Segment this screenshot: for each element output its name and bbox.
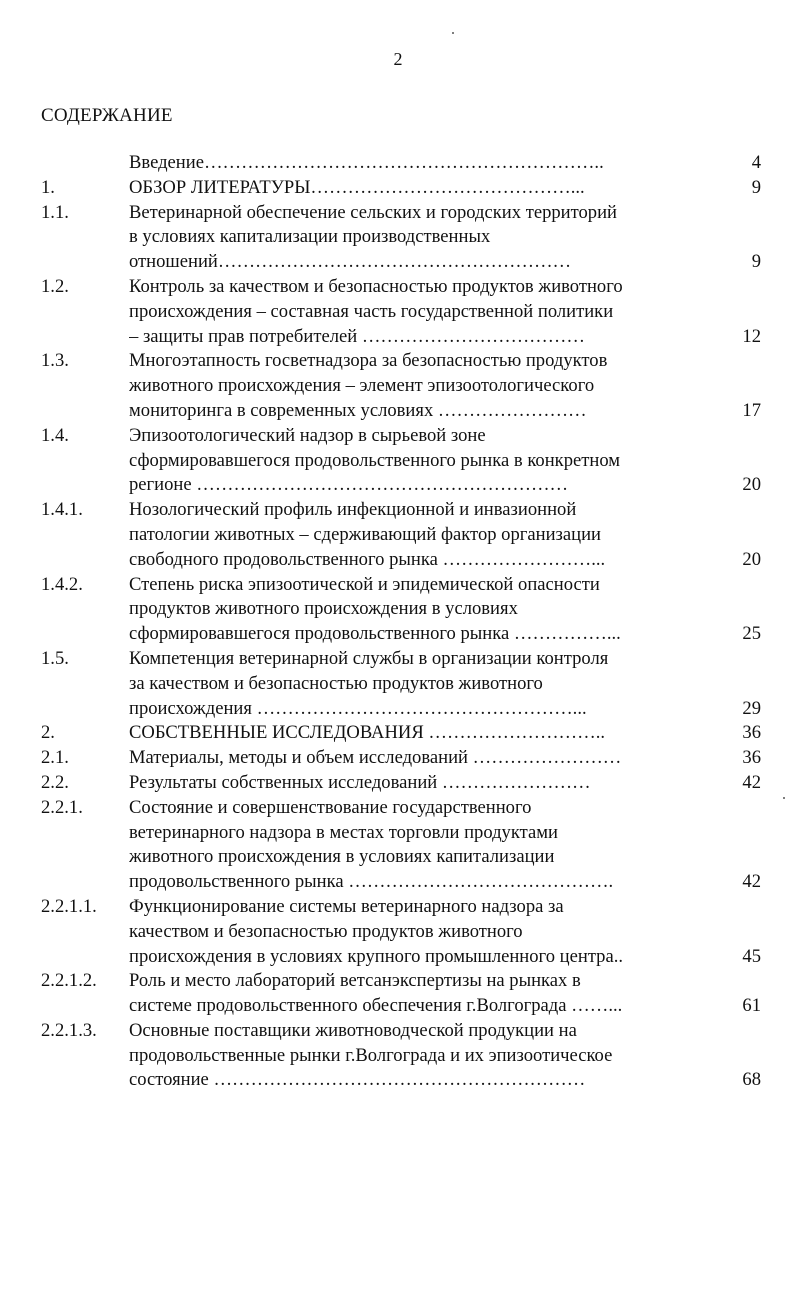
toc-entry-title-line: происхождения в условиях крупного промышленного центра.. (129, 945, 624, 967)
toc-entry-page: 61 (742, 995, 761, 1017)
toc-entry-title-line: Функционирование системы ветеринарного надзора за (129, 895, 564, 917)
toc-entry (41, 771, 771, 796)
toc-entry-title-line: Контроль за качеством и безопасностью продуктов животного (129, 275, 623, 297)
toc-entry-number: 2.2. (41, 771, 69, 793)
toc-entry-page: 36 (742, 722, 761, 744)
toc-entry-page: 20 (742, 474, 761, 496)
toc-entry-page: 68 (742, 1069, 761, 1091)
toc-entry-title (129, 647, 711, 721)
page-number: 2 (393, 49, 403, 69)
toc-entry-number: 2.2.1.3. (41, 1019, 97, 1041)
toc-entry-title (129, 1019, 711, 1093)
toc-entry (41, 498, 771, 572)
toc-entry (41, 176, 771, 201)
toc-entry-title-line: качеством и безопасностью продуктов животного (129, 920, 523, 942)
toc-entry-title (129, 498, 711, 572)
toc-entry-page: 36 (742, 747, 761, 769)
toc-entry-page: 9 (751, 251, 761, 273)
toc-entry-title-line: Эпизоотологический надзор в сырьевой зоне (129, 424, 486, 446)
toc-entry-title (129, 746, 711, 771)
toc-entry-title (129, 424, 711, 498)
toc-entry-title-line: состояние …………………………………………………… (129, 1069, 586, 1091)
toc-entry-title-line: регионе …………………………………………………… (129, 474, 569, 496)
toc-entry-page: 29 (742, 697, 761, 719)
toc-entry-title-line: сформировавшегося продовольственного рынка ……………... (129, 623, 621, 645)
scan-speck (452, 32, 454, 34)
toc-entry-title-line: продуктов животного происхождения в условиях (129, 598, 518, 620)
toc-entry-title (129, 721, 711, 746)
toc-entry-number: 1.3. (41, 350, 69, 372)
toc-entry-title-line: ветеринарного надзора в местах торговли продуктами (129, 821, 558, 843)
toc-entry (41, 201, 771, 275)
toc-entry-title-line: происхождения ……………………………………………... (129, 697, 587, 719)
toc-entry-title-line: патологии животных – сдерживающий фактор организации (129, 523, 602, 545)
toc-entry-title-line: животного происхождения – элемент эпизоотологического (129, 375, 595, 397)
toc-entry-title-line: Материалы, методы и объем исследований …………………… (129, 747, 622, 769)
toc-entry-title-line: в условиях капитализации производственных (129, 226, 491, 248)
toc-entry (41, 1019, 771, 1093)
toc-entry-title-line: мониторинга в современных условиях …………………… (129, 399, 587, 421)
toc-entry-title-line: Компетенция ветеринарной службы в организации контроля (129, 647, 609, 669)
toc-entry-title-line: Результаты собственных исследований …………………… (129, 771, 591, 793)
toc-entry-title-line: Состояние и совершенствование государственного (129, 796, 532, 818)
toc-entry-page: 17 (742, 399, 761, 421)
toc-entry-title-line: Введение……………………………………………………….. (129, 152, 604, 173)
toc-entry-title (129, 176, 711, 201)
toc-entry-page: 42 (742, 771, 761, 793)
toc-entry-title-line: отношений………………………………………………… (129, 251, 572, 273)
toc-entry-title-line: Многоэтапность госветнадзора за безопасностью продуктов (129, 350, 608, 372)
toc-entry (41, 647, 771, 721)
toc-entry (41, 721, 771, 746)
toc-entry-number: 1.4.2. (41, 573, 83, 595)
toc-entry-title-line: продовольственные рынки г.Волгограда и их эпизоотическое (129, 1044, 613, 1066)
toc-entry (41, 796, 771, 895)
toc-entry-title (129, 275, 711, 349)
toc-entry-number: 2.2.1. (41, 796, 83, 818)
toc-entry-title-line: системе продовольственного обеспечения г.Волгограда ……... (129, 995, 623, 1017)
toc-entry-number: 2.1. (41, 747, 69, 769)
toc-entry-title-line: Ветеринарной обеспечение сельских и городских территорий (129, 201, 617, 223)
toc-entry-title-line: за качеством и безопасностью продуктов животного (129, 672, 543, 694)
toc-entry-number: 1.1. (41, 201, 69, 223)
page-title: СОДЕРЖАНИЕ (41, 105, 173, 126)
toc-entry-title-line: Нозологический профиль инфекционной и инвазионной (129, 499, 577, 521)
toc-entry (41, 746, 771, 771)
toc-entry-title-line: свободного продовольственного рынка ……………………... (129, 548, 606, 570)
toc-entry-page: 12 (742, 325, 761, 347)
toc-entry-title (129, 573, 711, 647)
toc-entry (41, 151, 771, 176)
toc-entry-number: 1.4.1. (41, 499, 83, 521)
toc-entry-title-line: сформировавшегося продовольственного рынка в конкретном (129, 449, 621, 471)
toc-entry-page: 42 (742, 871, 761, 893)
scan-speck (783, 797, 785, 799)
toc-entry (41, 969, 771, 1019)
toc-entry-title-line: Роль и место лабораторий ветсанэкспертизы на рынках в (129, 970, 581, 992)
table-of-contents (41, 151, 771, 1093)
toc-entry-page: 45 (742, 945, 761, 967)
toc-entry-title (129, 151, 711, 176)
toc-entry-number: 2.2.1.1. (41, 895, 97, 917)
toc-entry-title-line: СОБСТВЕННЫЕ ИССЛЕДОВАНИЯ ……………………….. (129, 722, 606, 744)
toc-entry-title (129, 349, 711, 423)
toc-entry-number: 1.4. (41, 424, 69, 446)
toc-entry-title-line: ОБЗОР ЛИТЕРАТУРЫ……………………………………... (129, 176, 585, 198)
toc-entry-number: 2. (41, 722, 55, 744)
toc-entry-page: 25 (742, 623, 761, 645)
toc-entry-page: 20 (742, 548, 761, 570)
toc-entry-title (129, 201, 711, 275)
toc-entry-title-line: животного происхождения в условиях капитализации (129, 846, 555, 868)
toc-entry-number: 1. (41, 176, 55, 198)
toc-entry (41, 895, 771, 969)
toc-entry-title-line: Основные поставщики животноводческой продукции на (129, 1019, 577, 1041)
toc-entry-title-line: продовольственного рынка ……………………………………. (129, 871, 614, 893)
toc-entry-title (129, 771, 711, 796)
toc-entry (41, 424, 771, 498)
toc-entry-title-line: происхождения – составная часть государственной политики (129, 300, 614, 322)
toc-entry-title (129, 796, 711, 895)
toc-entry-number: 1.2. (41, 275, 69, 297)
toc-entry-number: 1.5. (41, 647, 69, 669)
toc-entry-title (129, 895, 711, 969)
toc-entry (41, 275, 771, 349)
toc-entry-title-line: – защиты прав потребителей ……………………………… (129, 325, 585, 347)
toc-entry (41, 573, 771, 647)
toc-entry-page: 9 (751, 176, 761, 198)
toc-entry-title-line: Степень риска эпизоотической и эпидемической опасности (129, 573, 600, 595)
toc-entry-page: 4 (751, 152, 761, 173)
toc-entry (41, 349, 771, 423)
toc-entry-title (129, 969, 711, 1019)
toc-entry-number: 2.2.1.2. (41, 970, 97, 992)
